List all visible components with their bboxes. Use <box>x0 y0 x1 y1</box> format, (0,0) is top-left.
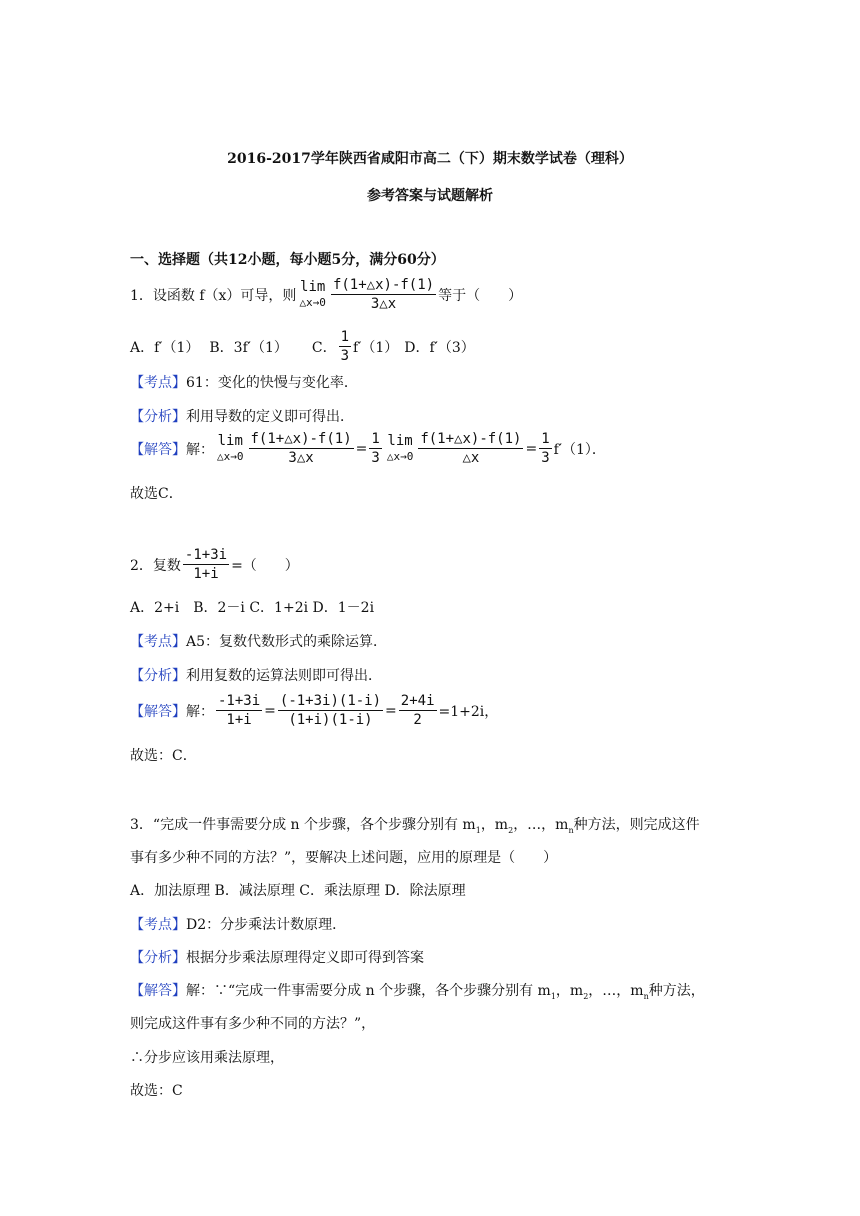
q1-stem <box>130 276 522 313</box>
q2-fraction: $\frac{-1+3i}{1+i}$ <box>184 547 228 582</box>
q1-option-d: D．f′（3） <box>404 339 475 356</box>
q2-jieda-fraction-1: $\frac{-1+3i}{1+i}$ <box>218 693 261 728</box>
q2-stem: 2．复数 $\frac{-1+3i}{1+i}$ =（ ） <box>130 547 299 582</box>
q3-jieda-line-1: 【解答】解：∵“完成一件事需要分成 n 个步骤，各个步骤分别有 $m_1$，$m_2$，…，$m_n$种方法， <box>130 983 705 1001</box>
page-title: 2016-2017学年陕西省咸阳市高二（下）期末数学试卷（理科） <box>227 151 633 167</box>
q1-jieda-fraction-2: $\frac{f(1+\triangle x)-f(1)}{\triangle x}$ <box>420 431 522 466</box>
q2-jieda: 【解答】 解： $\frac{-1+3i}{1+i}$ = $\frac{(-1+3i)(1-i)}{(1+i)(1-i)}$ = $\frac{2+4i}{2}$ =1+2i， <box>130 693 499 728</box>
page-subtitle: 参考答案与试题解析 <box>367 188 493 204</box>
q1-conclusion: 故选C． <box>130 486 183 502</box>
q1-option-c-post: f′（1） <box>353 339 399 356</box>
q1-jieda: 【解答】 解： lim △x→0 $\frac{f(1+\triangle x)-f(1)}{3\triangle x}$ = $\frac{1}{3}$ lim △x→0 $\frac{f(1+\triangle x)-f(1)}{\triangle x}$ = $\frac{1}{3}$ f′（1）． <box>130 431 606 466</box>
q1-option-b: B．3f′（1） <box>209 339 288 356</box>
q2-options: A．2+i B．2－i C．1+2i D．1－2i <box>130 600 375 616</box>
q3-jieda-line-3: ∴分步应该用乘法原理， <box>130 1050 284 1066</box>
q1-option-c-pre: C． <box>311 339 337 356</box>
q3-kaodian: 【考点】D2：分步乘法计数原理． <box>130 917 347 933</box>
q2-jieda-fraction-3: $\frac{2+4i}{2}$ <box>400 693 435 728</box>
q1-stem-post: 等于（ ） <box>438 287 523 304</box>
q3-options: A．加法原理 B．减法原理 C．乘法原理 D．除法原理 <box>130 883 466 899</box>
q3-stem-line-2: 事有多少种不同的方法？”，要解决上述问题，应用的原理是（ ） <box>130 850 558 866</box>
q2-kaodian: 【考点】A5：复数代数形式的乘除运算． <box>130 634 388 650</box>
q1-jieda-limit-2: lim △x→0 <box>386 432 414 463</box>
q1-option-a: A．f′（1） <box>130 339 200 356</box>
q1-jieda-coef-2: $\frac{1}{3}$ <box>541 431 550 466</box>
q1-stem-pre: 1．设函数 f（x）可导，则 <box>130 287 297 304</box>
q1-limit: lim △x→0 <box>299 278 326 309</box>
q2-conclusion: 故选：C． <box>130 748 197 764</box>
q1-fenxi: 【分析】利用导数的定义即可得出． <box>130 409 354 425</box>
q1-options <box>130 328 475 365</box>
q1-option-c-fraction: $\frac{1}{3}$ <box>340 329 350 364</box>
q3-conclusion: 故选：C <box>130 1083 183 1099</box>
q3-jieda-line-2: 则完成这件事有多少种不同的方法？”， <box>130 1016 376 1032</box>
q2-fenxi: 【分析】利用复数的运算法则即可得出． <box>130 668 382 684</box>
section-heading: 一、选择题（共12小题，每小题5分，满分60分） <box>130 252 445 268</box>
q1-jieda-limit: lim △x→0 <box>217 432 244 463</box>
q1-fraction: $\frac{f(1+\triangle x)-f(1)}{3\triangle x}$ <box>332 277 435 312</box>
q1-jieda-fraction: $\frac{f(1+\triangle x)-f(1)}{3\triangle x}$ <box>250 431 352 466</box>
q3-fenxi: 【分析】根据分步乘法原理得定义即可得到答案 <box>130 950 424 966</box>
q1-jieda-coef: $\frac{1}{3}$ <box>371 431 380 466</box>
q2-jieda-fraction-2: $\frac{(-1+3i)(1-i)}{(1+i)(1-i)}$ <box>279 693 382 728</box>
q1-kaodian: 【考点】61：变化的快慢与变化率． <box>130 375 358 391</box>
q3-stem-line-1: 3．“完成一件事需要分成 n 个步骤，各个步骤分别有 $m_1$，$m_2$，…，$m_n$种方法，则完成这件 <box>130 817 700 835</box>
